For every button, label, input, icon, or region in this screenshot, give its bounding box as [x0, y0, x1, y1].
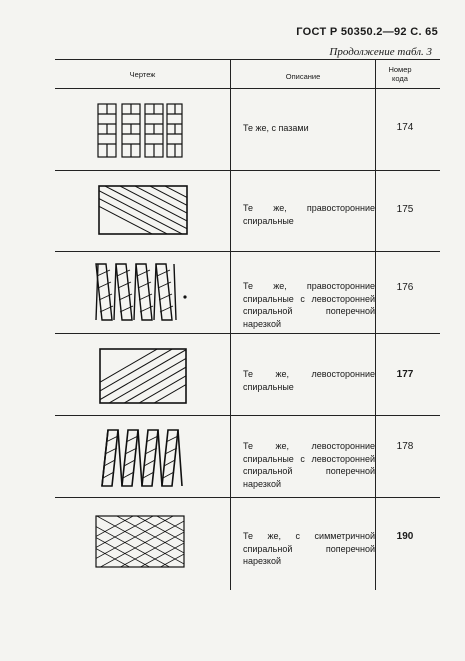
table-header-rule: [55, 88, 440, 89]
row-divider: [55, 251, 440, 252]
row-code: 178: [396, 441, 414, 452]
row-divider: [55, 415, 440, 416]
row-code: 190: [396, 531, 414, 542]
right-hand-spiral-knurl-icon: [98, 185, 190, 237]
row-code: 175: [396, 204, 414, 215]
row-description: Те же, левосторонние спиральные: [243, 369, 375, 392]
column-header-description: Описание: [285, 72, 321, 81]
row-description: Те же, левосторонние спиральные с левосторонней спиральной поперечной нарезкой: [243, 441, 375, 489]
table-top-rule: [55, 59, 440, 60]
row-description: Те же, правосторонние спиральные с левосторонней спиральной поперечной нарезкой: [243, 281, 375, 329]
standard-designation: ГОСТ Р 50350.2—92 С. 65: [296, 26, 438, 38]
column-divider: [375, 59, 376, 590]
left-hand-spiral-knurl-icon: [99, 348, 189, 406]
row-description: Те же, правосторонние спиральные: [243, 203, 375, 226]
row-description: Те же, с пазами: [243, 123, 309, 133]
row-code: 174: [396, 122, 414, 133]
row-divider: [55, 497, 440, 498]
row-code: 176: [396, 282, 414, 293]
row-divider: [55, 333, 440, 334]
row-code: 177: [396, 369, 414, 380]
table-continuation-label: Продолжение табл. 3: [329, 46, 432, 58]
right-spiral-with-left-cross-cut-icon: [92, 262, 192, 324]
row-divider: [55, 170, 440, 171]
row-description: Те же, с симметричной спиральной поперечной нарезкой: [243, 531, 375, 566]
symmetric-spiral-cross-cut-icon: [95, 515, 187, 570]
column-divider: [230, 59, 231, 590]
left-spiral-with-left-cross-cut-icon: [98, 428, 188, 490]
column-header-drawing: Чертеж: [129, 70, 156, 79]
straight-knurl-with-grooves-icon: [95, 102, 185, 160]
column-header-code: Номер кода: [388, 65, 412, 83]
